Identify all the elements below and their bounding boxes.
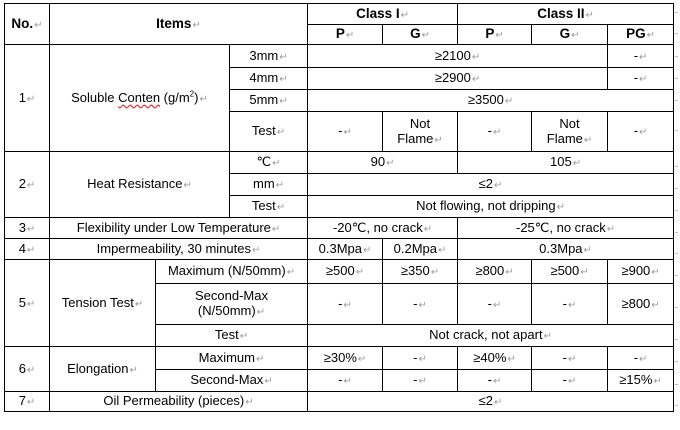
row2-test-value: Not flowing, not dripping↵ (308, 196, 674, 218)
row6-second-p1: -↵ (308, 370, 383, 392)
header-class1-p: P↵ (308, 25, 383, 45)
row6-sub-maximum: Maximum↵ (156, 347, 308, 370)
row1-no: 1↵ (5, 45, 50, 152)
header-class2-pg: PG↵ (608, 25, 674, 45)
row5-sub-maximum: Maximum (N/50mm)↵ (156, 260, 308, 284)
row5-second-g1: -↵ (383, 284, 458, 325)
row6-no: 6↵ (5, 347, 50, 392)
row1-test-g1: Not Flame↵ (383, 112, 458, 152)
row5-max-g1: ≥350↵ (383, 260, 458, 284)
row4-class2: 0.3Mpa↵ (458, 239, 674, 260)
row5-test-value: Not crack, not apart↵ (308, 325, 674, 347)
row6-second-pg: ≥15%↵ (608, 370, 674, 392)
row5-second-pg: ≥800↵ (608, 284, 674, 325)
row5-sub-second-max: Second-Max (N/50mm)↵ (156, 284, 308, 325)
row2-degc-class1: 90↵ (308, 152, 458, 174)
row1-sub-5mm: 5mm↵ (230, 90, 308, 112)
row6-max-g2: -↵ (532, 347, 608, 370)
header-class2-p: P↵ (458, 25, 532, 45)
row3-class1: -20℃, no crack↵ (308, 218, 458, 239)
row1-sub-4mm: 4mm↵ (230, 68, 308, 90)
row5-item: Tension Test↵ (50, 260, 156, 347)
row5-max-p1: ≥500↵ (308, 260, 383, 284)
header-class1-g: G↵ (383, 25, 458, 45)
row1-sub-3mm: 3mm↵ (230, 45, 308, 68)
row7-no: 7↵ (5, 392, 50, 412)
row4-class1-p: 0.3Mpa↵ (308, 239, 383, 260)
row2-sub-mm: mm↵ (230, 174, 308, 196)
row3-no: 3↵ (5, 218, 50, 239)
row6-max-pg: -↵ (608, 347, 674, 370)
row6-max-p1: ≥30%↵ (308, 347, 383, 370)
row1-5mm-value: ≥3500↵ (308, 90, 674, 112)
row4-no: 4↵ (5, 239, 50, 260)
row2-item: Heat Resistance↵ (50, 152, 230, 218)
row5-max-p2: ≥800↵ (458, 260, 532, 284)
row3-class2: -25℃, no crack↵ (458, 218, 674, 239)
row1-4mm-value: ≥2900↵ (308, 68, 608, 90)
spellcheck-underline: Conten (118, 89, 161, 105)
row6-second-p2: -↵ (458, 370, 532, 392)
row4-item: Impermeability, 30 minutes↵ (50, 239, 308, 260)
row1-item: Soluble Conten $(g/m^2)↵$ (50, 45, 230, 152)
row1-test-p1: -↵ (308, 112, 383, 152)
row1-test-g2: Not Flame↵ (532, 112, 608, 152)
row2-mm-value: ≤2↵ (308, 174, 674, 196)
row1-test-pg: -↵ (608, 112, 674, 152)
row5-no: 5↵ (5, 260, 50, 347)
row5-max-pg: ≥900↵ (608, 260, 674, 284)
row1-3mm-pg: -↵ (608, 45, 674, 68)
row1-4mm-pg: -↵ (608, 68, 674, 90)
row6-second-g2: -↵ (532, 370, 608, 392)
row5-max-g2: ≥500↵ (532, 260, 608, 284)
row6-item: Elongation↵ (50, 347, 156, 392)
row2-no: 2↵ (5, 152, 50, 218)
row5-second-g2: -↵ (532, 284, 608, 325)
header-class-2: Class II↵ (458, 4, 674, 25)
row7-item: Oil Permeability (pieces)↵ (50, 392, 308, 412)
header-items: Items↵ (50, 4, 308, 45)
row5-second-p1: -↵ (308, 284, 383, 325)
row5-second-p2: -↵ (458, 284, 532, 325)
row5-sub-test: Test↵ (156, 325, 308, 347)
header-class2-g: G↵ (532, 25, 608, 45)
row4-class1-g: 0.2Mpa↵ (383, 239, 458, 260)
row6-max-g1: -↵ (383, 347, 458, 370)
row6-max-p2: ≥40%↵ (458, 347, 532, 370)
row6-second-g1: -↵ (383, 370, 458, 392)
row7-value: ≤2↵ (308, 392, 674, 412)
row3-item: Flexibility under Low Temperature↵ (50, 218, 308, 239)
header-class-1: Class I↵ (308, 4, 458, 25)
row6-sub-second-max: Second-Max↵ (156, 370, 308, 392)
row1-sub-test: Test↵ (230, 112, 308, 152)
header-no: No.↵ (5, 4, 50, 45)
row1-test-p2: -↵ (458, 112, 532, 152)
row2-sub-degc: ℃↵ (230, 152, 308, 174)
row1-3mm-value: ≥2100↵ (308, 45, 608, 68)
row2-degc-class2: 105↵ (458, 152, 674, 174)
row2-sub-test: Test↵ (230, 196, 308, 218)
spec-table (4, 3, 674, 412)
